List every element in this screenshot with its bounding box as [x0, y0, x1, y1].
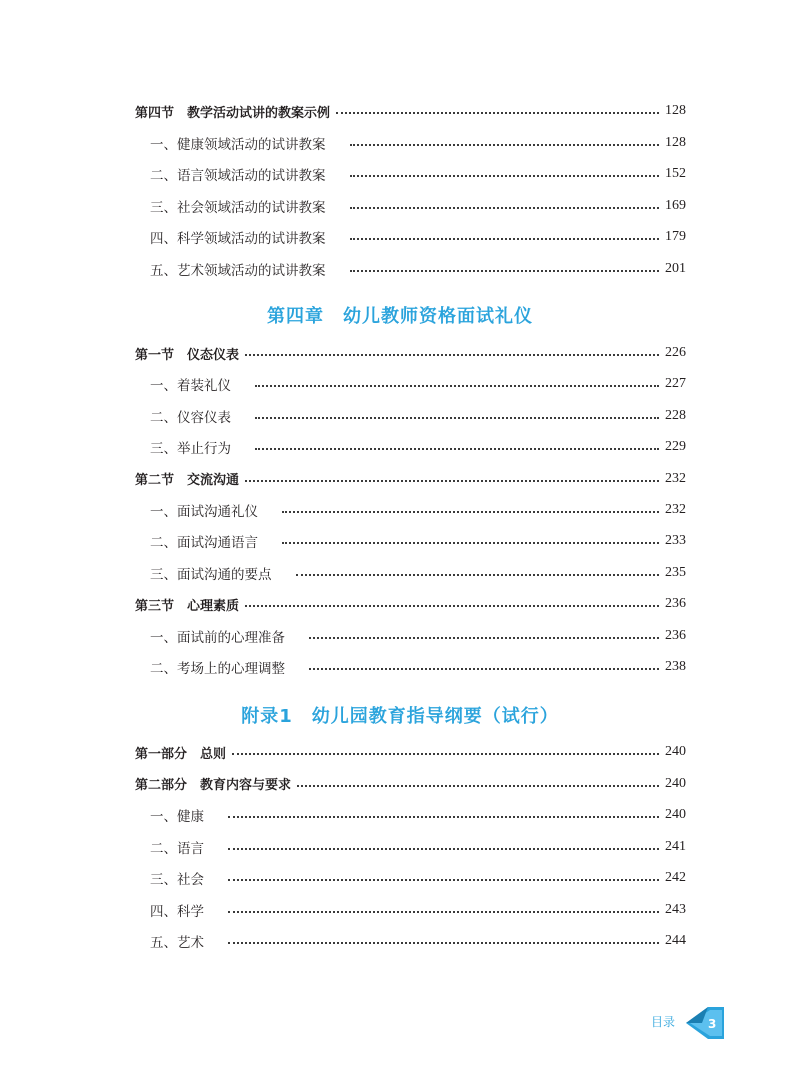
toc-entry-label: 二、考场上的心理调整 — [150, 661, 285, 677]
toc-entry-label: 第一部分 总则 — [135, 746, 227, 762]
toc-entry-label: 四、科学 — [150, 903, 204, 920]
toc-page-number: 241 — [665, 838, 686, 854]
toc-entry-label: 四、科学领域活动的试讲教案 — [150, 231, 326, 248]
dot-leader — [232, 753, 659, 755]
toc-entry-label: 一、面试沟通礼仪 — [150, 504, 258, 520]
dot-leader — [350, 175, 660, 177]
toc-page-number: 240 — [665, 744, 686, 759]
toc-entry-label: 二、语言 — [150, 840, 204, 857]
toc-page-number: 179 — [665, 229, 686, 245]
toc-page-number: 236 — [665, 627, 686, 643]
dot-leader — [350, 144, 660, 146]
toc-section-row[interactable] — [135, 468, 686, 490]
toc-page-number: 233 — [665, 533, 686, 549]
toc-page-number: 152 — [665, 166, 686, 182]
toc-entry-row[interactable] — [135, 405, 686, 427]
toc-section-row[interactable] — [135, 342, 686, 364]
dot-leader — [228, 879, 659, 881]
toc-page-number: 236 — [665, 596, 686, 612]
toc-entry-label: 一、健康领域活动的试讲教案 — [150, 136, 326, 153]
dot-leader — [350, 270, 660, 272]
toc-page-number: 240 — [665, 807, 686, 822]
toc-entry-row[interactable] — [135, 930, 686, 952]
toc-entry-label: 第一节 仪态仪表 — [135, 347, 240, 363]
toc-entry-row[interactable] — [135, 132, 686, 154]
dot-leader — [245, 605, 659, 607]
toc-entry-label: 第二节 交流沟通 — [135, 473, 240, 489]
toc-entry-row[interactable] — [135, 804, 686, 826]
toc-entry-row[interactable] — [135, 625, 686, 647]
dot-leader — [228, 816, 659, 818]
toc-page-number: 201 — [665, 261, 686, 276]
toc-entry-label: 二、仪容仪表 — [150, 409, 231, 426]
toc-entry-row[interactable] — [135, 163, 686, 185]
toc-entry-row[interactable] — [135, 562, 686, 584]
dot-leader — [228, 848, 659, 850]
toc-entry-row[interactable] — [135, 530, 686, 552]
dot-leader — [228, 911, 659, 913]
toc-entry-label: 第二部分 教育内容与要求 — [135, 778, 292, 793]
dot-leader — [282, 511, 659, 513]
toc-entry-row[interactable] — [135, 195, 686, 217]
toc-page-number: 169 — [665, 197, 686, 213]
appendix-title: 附录1 幼儿园教育指导纲要（试行） — [241, 706, 559, 727]
toc-entry-label: 五、艺术 — [150, 935, 204, 951]
toc-entry-label: 第四节 教学活动试讲的教案示例 — [135, 105, 331, 121]
toc-page-number: 128 — [665, 103, 686, 118]
toc-entry-label: 一、着装礼仪 — [150, 378, 231, 395]
dot-leader — [296, 574, 660, 576]
toc-page-number: 226 — [665, 345, 686, 360]
toc-page-number: 128 — [665, 134, 686, 150]
toc-page-number: 229 — [665, 439, 686, 455]
chapter4-title: 第四章 幼儿教师资格面试礼仪 — [267, 306, 533, 327]
toc-page-number: 240 — [665, 775, 686, 791]
dot-leader — [245, 480, 659, 482]
toc-entry-row[interactable] — [135, 899, 686, 921]
dot-leader — [255, 417, 659, 419]
toc-entry-label: 三、面试沟通的要点 — [150, 566, 272, 583]
toc-section-row[interactable] — [135, 593, 686, 615]
toc-section-row[interactable] — [135, 100, 686, 122]
footer-label: 目录 — [651, 1015, 676, 1029]
page-arrow-icon — [684, 1005, 726, 1041]
toc-page-number: 232 — [665, 470, 686, 486]
dot-leader — [350, 207, 660, 209]
toc-entry-label: 五、艺术领域活动的试讲教案 — [150, 263, 326, 279]
toc-entry-row[interactable] — [135, 226, 686, 248]
toc-page-number: 232 — [665, 502, 686, 517]
toc-entry-label: 二、面试沟通语言 — [150, 535, 258, 552]
toc-page-number: 228 — [665, 407, 686, 423]
dot-leader — [282, 542, 659, 544]
toc-entry-label: 一、面试前的心理准备 — [150, 629, 285, 646]
toc-page-number: 235 — [665, 564, 686, 580]
toc-entry-label: 三、社会领域活动的试讲教案 — [150, 199, 326, 216]
toc-section-row[interactable] — [135, 741, 686, 763]
toc-page-number: 244 — [665, 933, 686, 948]
toc-entry-row[interactable] — [135, 436, 686, 458]
toc-entry-label: 二、语言领域活动的试讲教案 — [150, 168, 326, 185]
footer-page-number: 3 — [708, 1017, 717, 1031]
dot-leader — [255, 385, 659, 387]
dot-leader — [309, 637, 659, 639]
dot-leader — [297, 785, 659, 787]
toc-entry-row[interactable] — [135, 656, 686, 678]
toc-page-number: 227 — [665, 376, 686, 392]
dot-leader — [336, 112, 659, 114]
toc-page-number: 238 — [665, 659, 686, 674]
dot-leader — [255, 448, 659, 450]
toc-entry-label: 第三节 心理素质 — [135, 598, 240, 614]
dot-leader — [350, 238, 660, 240]
toc-entry-label: 三、举止行为 — [150, 441, 231, 458]
toc-section-row[interactable] — [135, 773, 686, 795]
toc-entry-row[interactable] — [135, 373, 686, 395]
toc-entry-label: 一、健康 — [150, 809, 204, 825]
toc-entry-row[interactable] — [135, 867, 686, 889]
toc-page-number: 242 — [665, 870, 686, 885]
dot-leader — [309, 668, 659, 670]
toc-entry-row[interactable] — [135, 258, 686, 280]
toc-entry-label: 三、社会 — [150, 872, 204, 888]
toc-page-number: 243 — [665, 901, 686, 917]
dot-leader — [228, 942, 659, 944]
dot-leader — [245, 354, 659, 356]
toc-entry-row[interactable] — [135, 499, 686, 521]
toc-entry-row[interactable] — [135, 836, 686, 858]
